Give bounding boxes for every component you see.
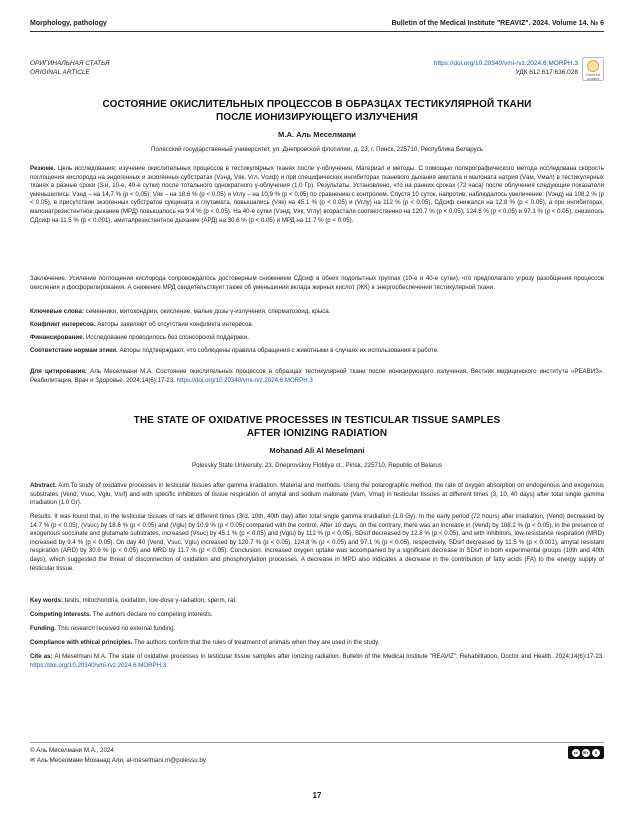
by-mark: BY [583, 749, 589, 755]
journal-name: Bulletin of the Medical Institute "REAVIZ". 2024. Volume 14. № 6 [391, 19, 604, 27]
abstract-ru: Резюме. Цель исследования: изучение окислительных процессов в тестикулярных тканях после γ-облучения. Материал и методы. С помощью полярографического метода исследована скорость поглощения кислорода на эндогенных и экзогенных субстратах (Vэнд, Vяк, Vгл, Vсиф) и при специфических ингибиторах тканевого дыхания амитала и малоната натрия (Vам, Vмал) в тестикулярных тканях в разные сроки (3-и, 10-е, 40-е сутки) после тотального однократного γ-облучения (1,0 Гр). Результаты. Установлено, что на ранних сроках (72 часа) после облучения следующие показатели уменьшились: Vэнд – на 14,7 % (p < 0,05); Vяк – на 18,6 % (p < 0,05) и Vглу – на 10,9 % (p < 0,05) по сравнению с контролем. Спустя 10 суток, напротив, наблюдалось увеличение: (Vэнд) на 108.2 % (p < 0.05), в присутствии экзогенных субстратов сукцината и глутамата, повышались (Vяк) на 45.1 % (p < 0.05) и (Vглу) на 112 % (p < 0.05), СДсиф снижался на 12.8 % (p < 0.05), а при ингибиторах, малонатрезистентное дыхание (МРД) повышалось на 9.4 % (p < 0.05). На 40-е сутки (Vэнд, Vяк, Vглу) возрастали соответственно на 120.7 % (p < 0.05), 124.8 % (p < 0.05) и 97.1 % (p < 0.05), снизилось СДсиф на 11.5 % (p < 0.001), амиталрезистентное дыхание (АРД) на 30.6 % (p < 0.05) и МРД на 11.7 % (p < 0.05). [30, 165, 604, 224]
check-updates-icon [587, 60, 599, 72]
cc-license-icon[interactable] [568, 746, 604, 759]
conclusion-ru: Заключение. Усиление поглощения кислорода сопровождалось достоверным снижением СДсиф в обеих подопытных группах (10-е и 40-е сутки), что предполагало угрозу разобщения процессов окисления и фосфорилирования. А снижение МРД свидетельствует также об уменьшении вклада жирных кислот (ЖК) в энергообеспечении тестикулярной ткани. [30, 275, 604, 291]
running-header [30, 14, 604, 32]
header-divider [30, 31, 604, 32]
conflict-ru: Конфликт интересов. Авторы заявляют об отсутствии конфликта интересов. [30, 321, 254, 328]
author-ru: М.А. Аль Меселмани [278, 130, 356, 139]
page-number: 17 [312, 791, 322, 800]
results-en: Results. It was found that, in the testicular tissues of rats at different times (3rd, 10th, 40th day) after total single gamma irradiation (1.0 Gy). In the early period (72 hours) after irradiation, (Vend) decreased by 14.7 % (p < 0.05), (Vsuc) by 18.6 % (p < 0.05) and (Vglu) by 10.9 % (p < 0.05) compared with the control. After 10 days, on the contrary, there was an increase in (Vend) by 108.2 % (p < 0.05), in the presence of exogenous succinate and glutamate substrates, increased (Vsuc) by 45.1 % (p < 0.05) and (Vglu) by 112 % (p < 0.05), SDsrf decreased by 12.8 % (p < 0.05), and with inhibitors, low-resistance respiration (MRD) increased by 9.4 % (p < 0.05). On day 40 (Vend, Vsuc, Vglu) increased by 120.7 % (p < 0.05), 124.8 % (p < 0.05) and 97.1 % (p < 0.05), respectively, SDsrf decreased by 11.5 % (p < 0.001), amytal resistant respiration (ARD) by 30.6 % (p < 0.05) and MRD by 11.7 % (p < 0.05). Conclusion. Increased oxygen uptake was accompanied by a significant decrease in SDsrf in both experimental groups (10th and 40th days), which suggested the threat of disconnection of oxidation and phosphorylation processes. A decrease in MPD also indicates a decrease in the contribution of fatty acids (FA) to the energy supply of testicular tissue. [30, 513, 604, 572]
citation-doi-link-en[interactable]: https://doi.org/10.20340/vmi-rvz.2024.6.MORPH.3 [30, 661, 167, 669]
abstract-en: Abstract. Aim.To study of oxidative processes in testicular tissues after gamma irradiation. Material and methods. Using the polarographic method, the rate of oxygen absorption on endogenous and exogenous substrates (Vend, Vsuc, Vglu, Vsrf) and with specific inhibitors of tissue respiration of amytal and sodium malonate (Vam, Vmal) in testicular tissues at different times (3, 10, 40 days) after total single gamma irradiation (1.0 Gr). [30, 482, 604, 507]
citation-ru: Для цитирования: Аль Меселмани М.А. Состояние окислительных процессов в образцах тестикулярной ткани после ионизирующего излучения. Вестник медицинского института «РЕАВИЗ»: Реабилитация, Врач и Здоровье. 2024;14(6):17-23. https://doi.org/10.20340/vmi-rvz.2024.6.MORPH.3 [30, 368, 604, 384]
funding-en: Funding. This research received no external funding. [30, 625, 176, 632]
article-meta [30, 59, 604, 89]
copyright: © Аль Меселмани М.А., 2024 [30, 747, 114, 754]
keywords-en: Key words: testis, mitochondria, oxidation, low-dose γ-radiation, sperm, rat. [30, 597, 237, 604]
check-for-updates-badge[interactable]: Check for updates [582, 57, 604, 81]
citation-doi-link-ru[interactable]: https://doi.org/10.20340/vmi-rvz.2024.6.MORPH.3 [176, 376, 313, 384]
udc-code: УДК 612.617:636.028 [515, 69, 578, 76]
section-name: Morphology, pathology [30, 19, 107, 27]
title-ru: СОСТОЯНИЕ ОКИСЛИТЕЛЬНЫХ ПРОЦЕССОВ В ОБРАЗЦАХ ТЕСТИКУЛЯРНОЙ ТКАНИ ПОСЛЕ ИОНИЗИРУЮЩЕГО ИЗЛУЧЕНИЯ [102, 99, 532, 123]
ethics-en: Compliance with ethical principles. The authors confirm that the rules of treatment of animals when they are used in the study. [30, 639, 380, 646]
citation-en: Cite as: Al Meselmani M.A. The state of oxidative processes in testicular tissue samples after ionizing radiation. Bulletin of the Medical Institute "REAVIZ": Rehabilitation, Doctor and Health. 2024;14(6):17-23. https://doi.org/10.20340/vmi-rvz.2024.6.MORPH.3 [30, 653, 605, 669]
author-en: Mohanad Ali Al Meselmani [269, 446, 365, 455]
article-type-en: ORIGINAL ARTICLE [30, 69, 90, 76]
title-en: THE STATE OF OXIDATIVE PROCESSES IN TESTICULAR TISSUE SAMPLES AFTER IONIZING RADIATION [133, 415, 501, 439]
funding-ru: Финансирование. Исследование проводилось без спонсорской поддержки. [30, 334, 249, 341]
author-email: ✉ Аль Меселмани Моханад Али, al-meselmani.m@polessu.by [30, 757, 206, 764]
keywords-ru: Ключевые слова: семенники, митохондрии, окисление, малые дозы γ-излучения, сперматозоид, крыса. [30, 308, 331, 315]
article-type-ru: ОРИГИНАЛЬНАЯ СТАТЬЯ [30, 60, 110, 67]
affiliation-en: Polessky State University, 23, Dneprovskoy Flotiliya st., Pinsk, 225710, Republic of Belarus [192, 462, 442, 469]
affiliation-ru: Полесский государственный университет, ул. Днепровской флотилии, д. 23, г. Пинск, 225710, Республика Беларусь [150, 146, 484, 153]
conflict-en: Competing interests. The authors declare no competing interests. [30, 611, 213, 618]
footer-divider [30, 742, 604, 743]
cc-mark: cc [573, 749, 579, 755]
doi-link[interactable]: https://doi.org/10.20340/vmi-rvz.2024.6.MORPH.3 [433, 60, 578, 67]
ethics-ru: Соответствие нормам этики. Авторы подтверждают, что соблюдены правила обращения с животными в случаях их использования в работе. [30, 347, 439, 354]
nc-mark: $ [592, 749, 600, 757]
